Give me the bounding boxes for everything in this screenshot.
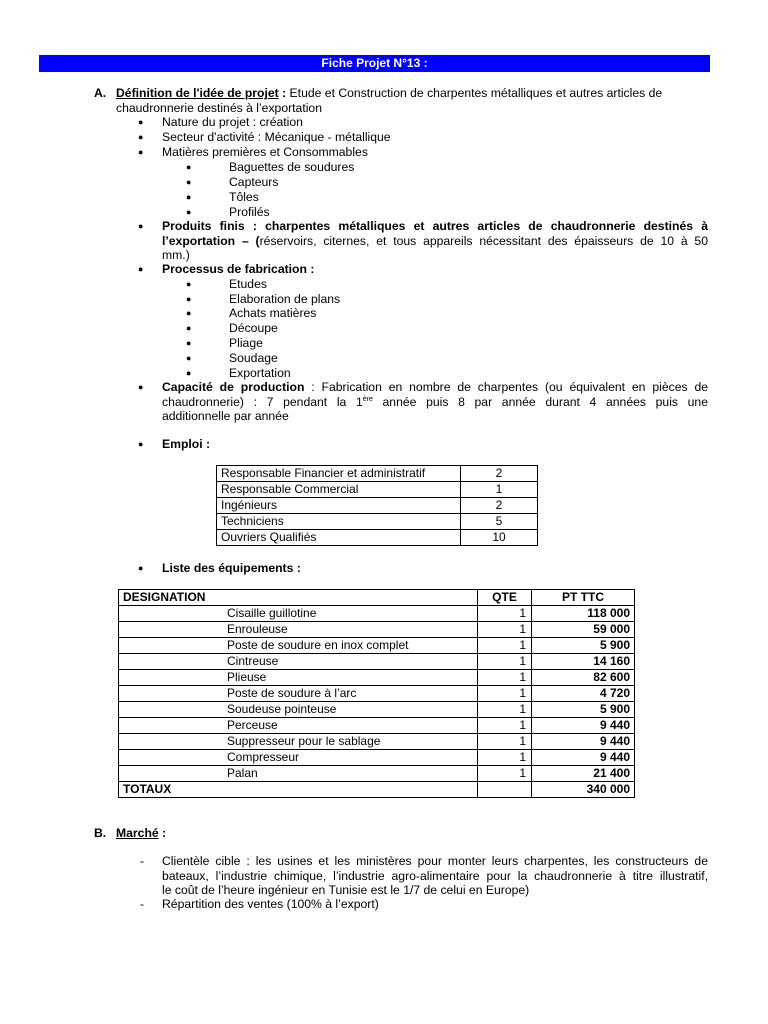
table-row [119, 766, 635, 782]
clientele-text [162, 854, 708, 898]
emploi-role: Responsable Commercial [217, 482, 461, 498]
section-a-intro [116, 86, 708, 115]
bullet-icon: ● [186, 323, 192, 333]
equipements-table [118, 589, 635, 798]
eq-name: Plieuse [119, 670, 478, 686]
matieres-item: Capteurs [229, 175, 279, 189]
secteur-text: Secteur d'activité : Mécanique - métallique [162, 130, 391, 144]
eq-name: Compresseur [119, 750, 478, 766]
table-row [119, 702, 635, 718]
bullet-icon: ● [186, 279, 192, 289]
eq-name: Poste de soudure en inox complet [119, 638, 478, 654]
eq-pt: 9 440 [532, 718, 635, 734]
section-b-heading [116, 826, 166, 841]
matieres-item: Tôles [229, 190, 259, 204]
matieres-item: Baguettes de soudures [229, 160, 355, 174]
bullet-icon: ● [186, 162, 192, 172]
table-row [217, 482, 538, 498]
eq-pt: 9 440 [532, 750, 635, 766]
eq-qte: 1 [478, 670, 532, 686]
bullet-icon: ● [138, 264, 144, 274]
capacite-line1: : Fabrication en nombre de charpentes (ou équivalent en pièces de [304, 380, 708, 394]
table-row [119, 670, 635, 686]
clientele-line1: Clientèle cible : les usines et les ministères pour monter leurs charpentes, les constructeurs de [162, 854, 708, 868]
table-row [119, 622, 635, 638]
table-row [119, 734, 635, 750]
section-a-intro-line1: Etude et Construction de charpentes métalliques et autres articles de [286, 86, 663, 100]
table-row [217, 514, 538, 530]
emploi-count: 10 [461, 530, 538, 546]
produits-line2-rest: réservoirs, citernes, et tous appareils nécessitant des épaisseurs de 10 à 50 [259, 233, 708, 248]
dash-icon: - [140, 897, 145, 911]
eq-pt: 5 900 [532, 638, 635, 654]
eq-name: Perceuse [119, 718, 478, 734]
bullet-icon: ● [186, 308, 192, 318]
eq-qte: 1 [478, 750, 532, 766]
bullet-icon: ● [186, 368, 192, 378]
eq-name: Poste de soudure à l’arc [119, 686, 478, 702]
section-a-letter: A. [94, 86, 107, 100]
table-row [119, 654, 635, 670]
dash-icon: - [140, 854, 145, 868]
eq-name: Suppresseur pour le sablage [119, 734, 478, 750]
bullet-icon: ● [186, 177, 192, 187]
emploi-count: 1 [461, 482, 538, 498]
bullet-icon: ● [138, 382, 144, 392]
eq-name: Cisaille guillotine [119, 606, 478, 622]
header-qte: QTE [478, 590, 532, 606]
processus-item: Découpe [229, 321, 278, 335]
section-a-title: Définition de l'idée de projet [116, 86, 279, 100]
matieres-item: Profilés [229, 205, 270, 219]
processus-item: Etudes [229, 277, 267, 291]
eq-pt: 4 720 [532, 686, 635, 702]
eq-pt: 21 400 [532, 766, 635, 782]
capacite-line2a: chaudronnerie) : 7 pendant la 1 [162, 394, 363, 409]
capacite-sup: ère [362, 395, 373, 403]
emploi-role: Ouvriers Qualifiés [217, 530, 461, 546]
section-b-colon: : [158, 826, 167, 840]
bullet-icon: ● [186, 192, 192, 202]
produits-text [162, 219, 708, 263]
eq-qte: 1 [478, 686, 532, 702]
capacite-title: Capacité de production [162, 380, 305, 394]
processus-item: Achats matières [229, 306, 317, 320]
eq-pt: 9 440 [532, 734, 635, 750]
eq-qte: 1 [478, 638, 532, 654]
eq-qte: 1 [478, 654, 532, 670]
processus-item: Elaboration de plans [229, 292, 341, 306]
eq-pt: 59 000 [532, 622, 635, 638]
eq-qte: 1 [478, 606, 532, 622]
section-b-letter: B. [94, 826, 107, 840]
section-a-intro-line2: chaudronnerie destinés à l’exportation [116, 100, 322, 115]
emploi-count: 2 [461, 498, 538, 514]
eq-pt: 118 000 [532, 606, 635, 622]
clientele-line2: bateaux, l’industrie chimique, l’industrie agro-alimentaire pour la chaudronnerie à titre illustratif, [162, 868, 708, 883]
capacite-line3: additionnelle par année [162, 409, 289, 424]
produits-line3: mm.) [162, 248, 190, 263]
bullet-icon: ● [186, 294, 192, 304]
bullet-icon: ● [138, 147, 144, 157]
emploi-role: Ingénieurs [217, 498, 461, 514]
produits-line2-bold: l’exportation – ( [162, 233, 260, 248]
table-row [217, 530, 538, 546]
bullet-icon: ● [138, 221, 144, 231]
processus-item: Exportation [229, 366, 291, 380]
processus-title: Processus de fabrication : [162, 262, 315, 276]
bullet-icon: ● [138, 439, 144, 449]
eq-pt: 82 600 [532, 670, 635, 686]
header-designation: DESIGNATION [119, 590, 478, 606]
table-row [217, 466, 538, 482]
eq-total-label: TOTAUX [119, 782, 478, 798]
bullet-icon: ● [138, 563, 144, 573]
eq-total-empty [478, 782, 532, 798]
table-row [119, 638, 635, 654]
eq-qte: 1 [478, 734, 532, 750]
table-row [217, 498, 538, 514]
eq-qte: 1 [478, 622, 532, 638]
repartition-text: Répartition des ventes (100% à l’export) [162, 897, 379, 911]
eq-name: Palan [119, 766, 478, 782]
section-a-colon: : [278, 86, 287, 100]
table-row [119, 750, 635, 766]
bullet-icon: ● [186, 338, 192, 348]
bullet-icon: ● [186, 353, 192, 363]
emploi-table [216, 465, 538, 546]
processus-item: Soudage [229, 351, 278, 365]
eq-qte: 1 [478, 766, 532, 782]
eq-name: Enrouleuse [119, 622, 478, 638]
equipements-title: Liste des équipements : [162, 561, 301, 575]
bullet-icon: ● [138, 132, 144, 142]
eq-qte: 1 [478, 702, 532, 718]
clientele-line3: le coût de l’heure ingénieur en Tunisie est le 1/7 de celui en Europe) [162, 883, 530, 898]
emploi-count: 2 [461, 466, 538, 482]
emploi-role: Techniciens [217, 514, 461, 530]
header-pt: PT TTC [532, 590, 635, 606]
eq-qte: 1 [478, 718, 532, 734]
project-title-banner: Fiche Projet N°13 : [39, 55, 710, 72]
eq-pt: 5 900 [532, 702, 635, 718]
table-row [119, 718, 635, 734]
matieres-text: Matières premières et Consommables [162, 145, 368, 159]
eq-pt: 14 160 [532, 654, 635, 670]
table-row [119, 606, 635, 622]
produits-line1: Produits finis : charpentes métalliques et autres articles de chaudronnerie destinés à [162, 219, 708, 233]
section-b-title: Marché [116, 826, 159, 840]
eq-name: Cintreuse [119, 654, 478, 670]
bullet-icon: ● [186, 207, 192, 217]
eq-total: 340 000 [532, 782, 635, 798]
nature-text: Nature du projet : création [162, 115, 303, 129]
table-header-row [119, 590, 635, 606]
processus-item: Pliage [229, 336, 263, 350]
capacite-line2b: année puis 8 par année durant 4 années puis une [372, 394, 708, 409]
emploi-role: Responsable Financier et administratif [217, 466, 461, 482]
bullet-icon: ● [138, 117, 144, 127]
emploi-count: 5 [461, 514, 538, 530]
capacite-text [162, 380, 708, 424]
eq-name: Soudeuse pointeuse [119, 702, 478, 718]
table-total-row [119, 782, 635, 798]
table-row [119, 686, 635, 702]
emploi-title: Emploi : [162, 437, 211, 451]
